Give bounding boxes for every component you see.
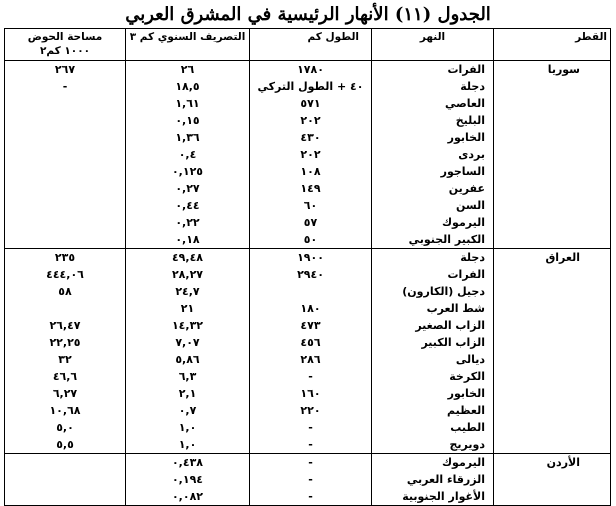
length-cell: - (250, 488, 372, 506)
header-discharge: التصريف السنوي كم ٣ (126, 29, 250, 61)
river-cell: الفرات (372, 266, 494, 283)
river-cell: الأغوار الجنوبية (372, 488, 494, 506)
discharge-cell: ١,٠ (126, 419, 250, 436)
basin-cell (5, 180, 126, 197)
river-cell: العظيم (372, 402, 494, 419)
table-row (5, 334, 611, 351)
length-cell: - (250, 419, 372, 436)
discharge-cell: ٠,١٥ (126, 112, 250, 129)
river-cell: اليرموك (372, 454, 494, 472)
discharge-cell: ٠,٢٢ (126, 214, 250, 231)
country-cell (494, 146, 611, 163)
basin-cell (5, 214, 126, 231)
header-river: النهر (372, 29, 494, 61)
discharge-cell: ٠,١٢٥ (126, 163, 250, 180)
table-row (5, 368, 611, 385)
length-cell: - (250, 436, 372, 454)
table-row (5, 78, 611, 95)
table-body (5, 61, 611, 506)
river-cell: الكبير الجنوبي (372, 231, 494, 249)
country-cell (494, 95, 611, 112)
river-cell: الزرقاء العربي (372, 471, 494, 488)
river-cell: دجلة (372, 249, 494, 267)
country-cell (494, 112, 611, 129)
table-row (5, 385, 611, 402)
table-row (5, 146, 611, 163)
country-cell (494, 163, 611, 180)
header-basin-line2: ١٠٠٠ كم٢ (39, 45, 91, 57)
length-cell: ٢٠٢ (250, 112, 372, 129)
table-row (5, 471, 611, 488)
country-cell (494, 129, 611, 146)
header-row (5, 29, 611, 61)
country-cell (494, 368, 611, 385)
discharge-cell: ٠,٢٧ (126, 180, 250, 197)
basin-cell: - (5, 78, 126, 95)
basin-cell (5, 129, 126, 146)
length-cell (250, 283, 372, 300)
basin-cell: ٢٢,٢٥ (5, 334, 126, 351)
discharge-cell: ٠,٤ (126, 146, 250, 163)
basin-cell: ١٠,٦٨ (5, 402, 126, 419)
table-row (5, 488, 611, 506)
basin-cell (5, 471, 126, 488)
discharge-cell: ٠,٤٣٨ (126, 454, 250, 472)
table-row (5, 129, 611, 146)
basin-cell: ٣٢ (5, 351, 126, 368)
river-cell: شط العرب (372, 300, 494, 317)
country-cell: العراق (494, 249, 611, 267)
table-row (5, 112, 611, 129)
country-cell (494, 436, 611, 454)
river-cell: ديالى (372, 351, 494, 368)
basin-cell (5, 112, 126, 129)
length-cell: ١٦٠ (250, 385, 372, 402)
basin-cell (5, 454, 126, 472)
basin-cell: ٤٦,٦ (5, 368, 126, 385)
discharge-cell: ١٨,٥ (126, 78, 250, 95)
header-basin-line1: مساحة الحوض (27, 31, 103, 43)
table-row (5, 197, 611, 214)
discharge-cell: ٢,١ (126, 385, 250, 402)
river-cell: دويريج (372, 436, 494, 454)
length-cell: ١٠٨ (250, 163, 372, 180)
country-cell (494, 317, 611, 334)
river-cell: السن (372, 197, 494, 214)
table-row (5, 419, 611, 436)
length-cell: ١٤٩ (250, 180, 372, 197)
basin-cell: ٢٦,٤٧ (5, 317, 126, 334)
discharge-cell: ٧,٠٧ (126, 334, 250, 351)
table-row (5, 436, 611, 454)
table-title: الجدول (١١) الأنهار الرئيسية في المشرق العربي (125, 4, 491, 25)
river-cell: الزاب الكبير (372, 334, 494, 351)
length-cell: ٥٧ (250, 214, 372, 231)
table-row (5, 95, 611, 112)
discharge-cell: ٤٩,٤٨ (126, 249, 250, 267)
country-cell (494, 231, 611, 249)
length-cell: - (250, 471, 372, 488)
country-cell (494, 180, 611, 197)
discharge-cell: ١,٠ (126, 436, 250, 454)
header-basin (5, 29, 126, 61)
basin-cell (5, 231, 126, 249)
basin-cell: ٤٤٤,٠٦ (5, 266, 126, 283)
length-cell: - (250, 368, 372, 385)
river-cell: الخابور (372, 129, 494, 146)
length-cell: ٢٨٦ (250, 351, 372, 368)
basin-cell (5, 300, 126, 317)
country-cell (494, 266, 611, 283)
discharge-cell: ٠,١٩٤ (126, 471, 250, 488)
country-cell: سوريا (494, 61, 611, 79)
length-cell: ٦٠ (250, 197, 372, 214)
country-cell (494, 334, 611, 351)
country-cell (494, 214, 611, 231)
country-cell (494, 471, 611, 488)
country-cell (494, 385, 611, 402)
country-cell: الأردن (494, 454, 611, 472)
country-cell (494, 402, 611, 419)
table-row (5, 180, 611, 197)
river-cell: اليرموك (372, 214, 494, 231)
length-cell: ٢٩٤٠ (250, 266, 372, 283)
table-row (5, 317, 611, 334)
table-row (5, 266, 611, 283)
river-cell: عفرين (372, 180, 494, 197)
discharge-cell: ١٤,٣٢ (126, 317, 250, 334)
discharge-cell: ٢٤,٧ (126, 283, 250, 300)
river-cell: البليخ (372, 112, 494, 129)
river-cell: الخابور (372, 385, 494, 402)
discharge-cell: ٢٦ (126, 61, 250, 79)
country-cell (494, 488, 611, 506)
length-cell: ٢٢٠ (250, 402, 372, 419)
table-row (5, 214, 611, 231)
river-cell: بردى (372, 146, 494, 163)
length-cell: ٤٣٠ (250, 129, 372, 146)
river-cell: الساجور (372, 163, 494, 180)
basin-cell: ٥٨ (5, 283, 126, 300)
header-length: الطول كم (250, 29, 372, 61)
table-row (5, 163, 611, 180)
basin-cell (5, 163, 126, 180)
discharge-cell: ٠,٧ (126, 402, 250, 419)
country-cell (494, 300, 611, 317)
header-country: القطر (494, 29, 611, 61)
river-cell: العاصي (372, 95, 494, 112)
length-cell: ١٩٠٠ (250, 249, 372, 267)
basin-cell (5, 95, 126, 112)
discharge-cell: ٢٨,٢٧ (126, 266, 250, 283)
country-cell (494, 197, 611, 214)
table-row (5, 300, 611, 317)
discharge-cell: ١,٦١ (126, 95, 250, 112)
table-row (5, 249, 611, 267)
discharge-cell: ٠,١٨ (126, 231, 250, 249)
discharge-cell: ١,٣٦ (126, 129, 250, 146)
country-cell (494, 283, 611, 300)
length-cell: ٤٧٣ (250, 317, 372, 334)
table-row (5, 351, 611, 368)
table-row (5, 283, 611, 300)
table-row (5, 454, 611, 472)
length-cell: ٤٥٦ (250, 334, 372, 351)
length-cell: - (250, 454, 372, 472)
basin-cell (5, 146, 126, 163)
basin-cell: ٢٦٧ (5, 61, 126, 79)
basin-cell: ٥,٥ (5, 436, 126, 454)
river-cell: دجيل (الكارون) (372, 283, 494, 300)
length-cell: ١٨٠ (250, 300, 372, 317)
river-cell: الفرات (372, 61, 494, 79)
table-row (5, 402, 611, 419)
discharge-cell: ٦,٣ (126, 368, 250, 385)
length-cell: ٢٠٢ (250, 146, 372, 163)
country-cell (494, 419, 611, 436)
table-row (5, 231, 611, 249)
basin-cell (5, 488, 126, 506)
river-cell: الزاب الصغير (372, 317, 494, 334)
country-cell (494, 78, 611, 95)
length-cell: ٤٠ + الطول التركي (250, 78, 372, 95)
river-cell: دجلة (372, 78, 494, 95)
river-cell: الكرخة (372, 368, 494, 385)
country-cell (494, 351, 611, 368)
discharge-cell: ٢١ (126, 300, 250, 317)
basin-cell: ٥,٠ (5, 419, 126, 436)
length-cell: ٥٧١ (250, 95, 372, 112)
river-cell: الطيب (372, 419, 494, 436)
table-row (5, 61, 611, 79)
basin-cell: ٢٣٥ (5, 249, 126, 267)
length-cell: ٥٠ (250, 231, 372, 249)
rivers-table (4, 28, 611, 506)
basin-cell: ٦,٢٧ (5, 385, 126, 402)
discharge-cell: ٥,٨٦ (126, 351, 250, 368)
discharge-cell: ٠,٤٤ (126, 197, 250, 214)
basin-cell (5, 197, 126, 214)
discharge-cell: ٠,٠٨٢ (126, 488, 250, 506)
length-cell: ١٧٨٠ (250, 61, 372, 79)
